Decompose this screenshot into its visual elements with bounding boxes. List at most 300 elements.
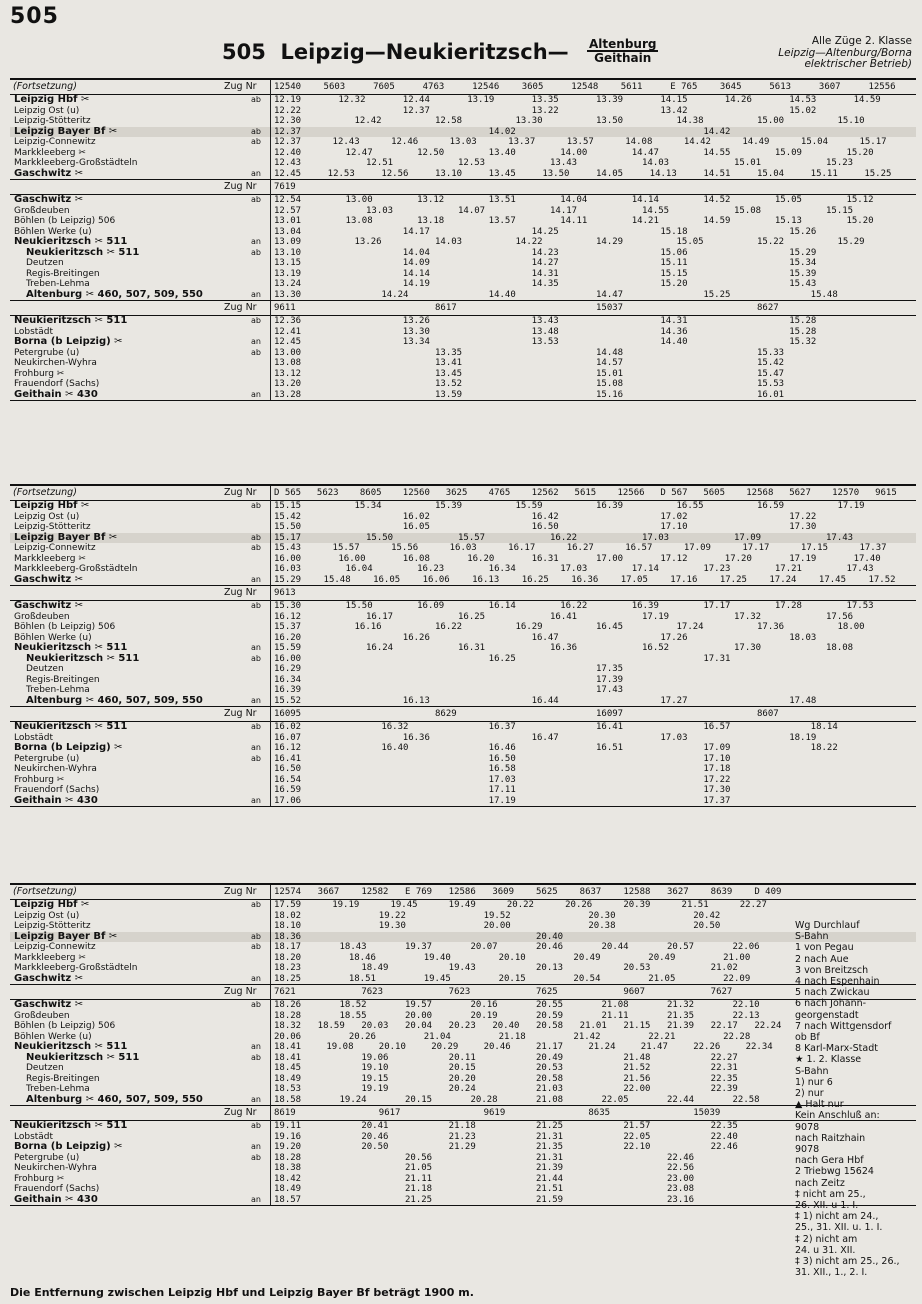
train-number: 5605	[703, 488, 726, 498]
departure-time: 14.38	[676, 116, 704, 126]
departure-time: 16.47	[531, 732, 559, 743]
departure-time: 20.40	[536, 931, 564, 942]
departure-time: 20.23	[448, 1021, 476, 1031]
section-header	[10, 1106, 916, 1121]
departure-time: 15.33	[757, 347, 785, 358]
departure-time: 17.20	[724, 553, 752, 564]
station-name: Neukieritzsch ✂ 511	[26, 1051, 140, 1063]
departure-time: 20.16	[470, 1000, 498, 1010]
departure-time: 20.55	[536, 1000, 564, 1010]
station-name: Treben-Lehma	[26, 1084, 90, 1094]
arr-dep-marker: ab	[251, 543, 261, 552]
section-header	[10, 985, 916, 1000]
legend-entry: 3 von Breitzsch	[795, 964, 869, 976]
station-name: Böhlen (b Leipzig) 506	[14, 1021, 116, 1031]
departure-time: 17.19	[642, 611, 670, 622]
departure-time: 18.26	[274, 1000, 302, 1010]
station-name: Leipzig-Stötteritz	[14, 522, 91, 532]
departure-time: 16.05	[402, 522, 430, 532]
departure-time: 16.29	[274, 664, 302, 674]
legend-entry: 5 nach Zwickau	[795, 987, 870, 999]
departure-time: 17.43	[846, 564, 874, 574]
departure-time: 14.21	[631, 216, 659, 226]
station-name: Neukirchen-Wyhra	[14, 358, 97, 368]
departure-time: 21.25	[405, 1194, 433, 1205]
departure-time: 14.59	[703, 216, 731, 226]
departure-time: 20.59	[536, 1010, 564, 1021]
station-name: Neukieritzsch ✂ 511	[14, 236, 128, 247]
departure-time: 21.39	[536, 1163, 564, 1173]
departure-time: 16.22	[560, 601, 588, 611]
departure-time: 22.58	[732, 1094, 760, 1105]
departure-time: 19.52	[483, 910, 511, 921]
section-rows	[10, 316, 916, 400]
departure-time: 17.09	[683, 543, 711, 553]
departure-time: 15.04	[800, 137, 828, 147]
departure-time: 21.32	[667, 1000, 695, 1010]
departure-time: 12.40	[274, 147, 302, 158]
departure-time: 14.02	[488, 126, 516, 137]
departure-time: 15.05	[774, 195, 802, 205]
departure-time: 21.08	[536, 1094, 564, 1105]
departure-time: 12.51	[366, 158, 394, 168]
departure-time: 18.42	[274, 1173, 302, 1184]
timetable-section	[10, 586, 916, 707]
table-number: 505	[222, 40, 266, 64]
departure-time: 20.50	[693, 921, 721, 931]
departure-time: 12.58	[435, 116, 463, 126]
departure-time: 19.37	[405, 942, 433, 952]
departure-time: 13.22	[531, 105, 559, 116]
train-number: D 565	[274, 488, 302, 498]
departure-time: 13.01	[274, 216, 302, 226]
departure-time: 20.49	[536, 1052, 564, 1063]
legend-entry: nach Gera Hbf	[795, 1155, 864, 1167]
station-name: Frohburg ✂	[14, 368, 65, 379]
departure-time: 13.45	[435, 368, 463, 379]
departure-time: 14.31	[660, 316, 688, 326]
departure-time: 16.22	[550, 532, 578, 543]
train-number: 3605	[521, 82, 544, 92]
departure-time: 19.08	[326, 1042, 354, 1052]
departure-time: 12.42	[354, 116, 382, 126]
train-number: 12570	[832, 488, 860, 498]
train-number: 16097	[596, 709, 624, 719]
station-name: Altenburg ✂ 460, 507, 509, 550	[26, 1093, 203, 1105]
departure-time: 13.08	[274, 358, 302, 368]
departure-time: 13.34	[402, 337, 430, 347]
departure-time: 21.31	[536, 1152, 564, 1163]
departure-time: 15.50	[274, 522, 302, 532]
train-number: 12566	[617, 488, 645, 498]
train-number: 7619	[274, 182, 296, 192]
legend-entry: 6 nach Johann-	[795, 998, 867, 1010]
legend-entry: 26. XII. u 1. I.	[795, 1200, 859, 1212]
departure-time: 15.11	[810, 168, 838, 179]
arr-dep-marker: an	[251, 795, 261, 805]
station-row	[10, 95, 916, 106]
legend-entry: 9078	[795, 1144, 820, 1156]
station-name: Leipzig Bayer Bf ✂	[14, 125, 118, 137]
departure-time: 16.54	[274, 774, 302, 785]
departure-time: 13.53	[531, 337, 559, 347]
station-row	[10, 533, 916, 544]
station-name: Gaschwitz ✂	[14, 167, 84, 179]
departure-time: 17.17	[742, 543, 770, 553]
departure-time: 17.11	[488, 785, 516, 795]
station-name: Frauendorf (Sachs)	[14, 1184, 100, 1194]
departure-time: 17.39	[596, 674, 624, 685]
legend-entry: ▲ Halt nur	[795, 1099, 844, 1111]
column-divider	[270, 486, 271, 585]
departure-time: 18.32	[274, 1021, 302, 1031]
train-number: 12568	[746, 488, 774, 498]
section-header	[10, 80, 916, 95]
departure-time: 20.10	[498, 952, 526, 963]
departure-time: 13.19	[274, 268, 302, 279]
departure-time: 13.50	[596, 116, 624, 126]
departure-time: 20.57	[667, 942, 695, 952]
departure-time: 17.31	[703, 653, 731, 664]
departure-time: 12.37	[274, 126, 302, 137]
departure-time: 17.22	[789, 511, 817, 522]
departure-time: 21.31	[536, 1131, 564, 1142]
departure-time: 12.32	[338, 95, 366, 105]
station-name: Borna (b Leipzig) ✂	[14, 742, 123, 753]
station-row	[10, 512, 916, 523]
station-name: Deutzen	[26, 258, 64, 268]
departure-time: 15.18	[660, 226, 688, 237]
departure-time: 22.39	[710, 1084, 738, 1094]
station-name: Großdeuben	[14, 205, 70, 216]
station-name: Böhlen (b Leipzig) 506	[14, 216, 116, 226]
departure-time: 22.31	[710, 1063, 738, 1073]
timetable-section	[10, 80, 916, 180]
departure-time: 15.05	[676, 237, 704, 247]
departure-time: 17.48	[789, 695, 817, 706]
departure-time: 16.03	[449, 543, 477, 553]
departure-time: 12.37	[274, 137, 302, 147]
station-row	[10, 269, 916, 280]
station-name: Neukieritzsch ✂ 511	[14, 1120, 128, 1131]
station-name: Leipzig Ost (u)	[14, 910, 80, 921]
arr-dep-marker: ab	[251, 1152, 261, 1162]
departure-time: 17.19	[789, 553, 817, 564]
departure-time: 13.50	[542, 168, 570, 179]
station-name: Petergrube (u)	[14, 1152, 80, 1163]
station-row	[10, 1032, 916, 1043]
departure-time: 16.07	[274, 732, 302, 743]
station-row	[10, 501, 916, 512]
branch-geithain: Geithain	[594, 51, 652, 65]
departure-time: 17.45	[818, 574, 847, 585]
departure-time: 20.49	[573, 952, 601, 963]
station-row	[10, 900, 916, 911]
station-row	[10, 227, 916, 238]
legend-entry: 31. XII., 1., 2. I.	[795, 1267, 868, 1279]
departure-time: 15.29	[789, 247, 817, 258]
departure-time: 18.00	[837, 622, 865, 632]
legend	[795, 920, 917, 1279]
legend-entry: ‡ 3) nicht am 25., 26.,	[795, 1256, 900, 1268]
departure-time: 14.15	[660, 95, 688, 105]
departure-time: 15.28	[789, 316, 817, 326]
departure-time: 20.00	[405, 1010, 433, 1021]
branch-altenburg: Altenburg	[589, 37, 657, 51]
station-row	[10, 953, 916, 964]
train-number: 4765	[488, 488, 511, 498]
timetable-section	[10, 985, 916, 1106]
departure-time: 20.54	[573, 973, 601, 984]
train-number: 7625	[536, 987, 558, 997]
departure-time: 21.35	[536, 1142, 564, 1152]
departure-time: 15.50	[345, 601, 373, 611]
departure-time: 15.59	[515, 501, 543, 511]
departure-time: 16.23	[417, 564, 445, 574]
departure-time: 16.29	[515, 622, 543, 632]
departure-time: 16.06	[422, 574, 450, 585]
departure-time: 21.00	[723, 952, 751, 963]
departure-time: 12.53	[327, 168, 355, 179]
departure-time: 22.00	[623, 1084, 651, 1094]
electric-note-2: elektrischer Betrieb)	[804, 58, 912, 70]
departure-time: 18.36	[274, 931, 302, 942]
departure-time: 17.00	[596, 553, 624, 564]
departure-time: 16.25	[458, 611, 486, 622]
column-divider	[270, 1106, 271, 1205]
station-name: Leipzig Bayer Bf ✂	[14, 930, 118, 942]
departure-time: 19.30	[378, 921, 406, 931]
departure-time: 20.46	[483, 1042, 511, 1052]
departure-time: 16.41	[274, 753, 302, 764]
legend-entry: georgenstadt	[795, 1009, 859, 1021]
departure-time: 15.17	[274, 532, 302, 543]
station-name: Neukieritzsch ✂ 511	[14, 315, 128, 326]
departure-time: 17.43	[826, 532, 854, 543]
legend-entry: 2 Triebwg 15624	[795, 1166, 874, 1178]
arr-dep-marker: an	[251, 1142, 261, 1151]
arr-dep-marker: ab	[251, 137, 261, 146]
departure-time: 15.17	[859, 137, 887, 147]
timetable-section	[10, 707, 916, 807]
train-number: 8637	[579, 887, 602, 897]
departure-time: 17.05	[620, 574, 648, 585]
departure-time: 16.00	[274, 653, 302, 664]
departure-time: 13.04	[274, 226, 302, 237]
departure-time: 21.51	[681, 900, 709, 910]
timetable-section	[10, 180, 916, 301]
departure-time: 14.08	[625, 137, 653, 147]
departure-time: 13.30	[274, 289, 302, 300]
station-name: Frauendorf (Sachs)	[14, 379, 100, 389]
departure-time: 16.03	[274, 564, 302, 574]
station-row	[10, 1163, 916, 1174]
departure-time: 21.15	[623, 1021, 651, 1031]
station-name: Neukieritzsch ✂ 511	[14, 642, 128, 653]
legend-entry: 7 nach Wittgensdorf	[795, 1020, 892, 1032]
departure-time: 16.46	[488, 743, 516, 753]
departure-time: 13.57	[488, 216, 516, 226]
station-name: Frohburg ✂	[14, 774, 65, 785]
train-number: 8617	[435, 303, 457, 313]
departure-time: 17.03	[642, 532, 670, 543]
departure-time: 17.24	[676, 622, 704, 632]
legend-entry: nach Raitzhain	[795, 1132, 866, 1144]
departure-time: 15.57	[458, 532, 486, 543]
station-row	[10, 206, 916, 217]
station-row	[10, 348, 916, 359]
departure-time: 13.48	[531, 326, 559, 337]
departure-time: 20.38	[588, 921, 616, 931]
departure-time: 22.21	[648, 1031, 676, 1042]
departure-time: 15.01	[596, 368, 624, 379]
departure-time: 15.52	[274, 695, 302, 706]
train-number: 3607	[818, 82, 841, 92]
departure-time: 15.43	[789, 279, 817, 289]
departure-time: 19.45	[390, 900, 418, 910]
train-number: 9611	[274, 303, 296, 313]
departure-time: 21.44	[536, 1173, 564, 1184]
departure-time: 16.36	[550, 643, 578, 653]
station-row	[10, 696, 916, 707]
departure-time: 20.10	[378, 1042, 406, 1052]
station-row	[10, 195, 916, 206]
departure-time: 14.26	[724, 95, 752, 105]
departure-time: 14.11	[560, 216, 588, 226]
departure-time: 18.19	[789, 732, 817, 743]
departure-time: 16.50	[531, 522, 559, 532]
station-row	[10, 1152, 916, 1167]
departure-time: 20.19	[470, 1010, 498, 1021]
station-row	[10, 733, 916, 744]
departure-time: 13.00	[274, 347, 302, 358]
departure-time: 15.01	[734, 158, 762, 168]
departure-time: 20.46	[361, 1131, 389, 1142]
station-row	[10, 290, 916, 301]
departure-time: 12.41	[274, 326, 302, 337]
departure-time: 13.42	[660, 105, 688, 116]
station-row	[10, 612, 916, 623]
departure-time: 18.22	[810, 743, 838, 753]
timetable-block	[10, 78, 916, 401]
departure-time: 22.44	[667, 1094, 695, 1105]
departure-time: 20.04	[405, 1021, 433, 1031]
departure-time: 17.17	[703, 601, 731, 611]
departure-time: 19.15	[361, 1073, 389, 1084]
arr-dep-marker: ab	[251, 753, 261, 763]
station-row	[10, 685, 916, 696]
departure-time: 12.46	[391, 137, 419, 147]
station-name: Leipzig-Stötteritz	[14, 116, 91, 126]
departure-time: 22.27	[710, 1052, 738, 1063]
departure-time: 20.07	[470, 942, 498, 952]
departure-time: 14.36	[660, 326, 688, 337]
train-number: 7605	[373, 82, 395, 92]
departure-time: 14.31	[531, 268, 559, 279]
station-name: Böhlen (b Leipzig) 506	[14, 622, 116, 632]
departure-time: 19.43	[448, 963, 476, 973]
departure-time: 20.30	[588, 910, 616, 921]
departure-time: 15.02	[789, 105, 817, 116]
departure-time: 14.19	[402, 279, 430, 289]
section-rows	[10, 601, 916, 706]
departure-time: 16.51	[596, 743, 624, 753]
departure-time: 17.59	[274, 900, 302, 910]
train-number: 3609	[492, 887, 515, 897]
station-name: Geithain ✂ 430	[14, 388, 98, 400]
departure-time: 14.52	[703, 195, 731, 205]
departure-time: 22.35	[710, 1073, 738, 1084]
train-number-label: Zug Nr	[224, 986, 257, 997]
departure-time: 18.43	[339, 942, 367, 952]
departure-time: 12.50	[417, 147, 445, 158]
departure-time: 14.27	[531, 258, 559, 268]
departure-time: 17.21	[774, 564, 802, 574]
departure-time: 16.05	[373, 574, 401, 585]
station-row	[10, 1074, 916, 1085]
station-row	[10, 764, 916, 775]
continuation-label: (Fortsetzung)	[13, 487, 77, 498]
departure-time: 22.56	[667, 1163, 695, 1173]
departure-time: 17.53	[846, 601, 874, 611]
legend-entry: S-Bahn	[795, 1065, 829, 1077]
station-row	[10, 785, 916, 796]
departure-time: 18.17	[274, 942, 302, 952]
departure-time: 14.13	[649, 168, 677, 179]
column-divider	[270, 80, 271, 179]
departure-time: 15.37	[274, 622, 302, 632]
footer-note: Die Entfernung zwischen Leipzig Hbf und Leipzig Bayer Bf beträgt 1900 m.	[10, 1286, 474, 1299]
departure-time: 20.44	[601, 942, 629, 952]
departure-time: 20.46	[536, 942, 564, 952]
legend-entry: ‡ 1) nicht am 24.,	[795, 1211, 879, 1223]
train-number: 5627	[789, 488, 811, 498]
departure-time: 12.43	[332, 137, 360, 147]
departure-time: 20.22	[506, 900, 534, 910]
departure-time: 17.03	[560, 564, 588, 574]
departure-time: 21.11	[405, 1173, 433, 1184]
station-name: Leipzig Ost (u)	[14, 105, 80, 116]
departure-time: 13.37	[508, 137, 536, 147]
departure-time: 18.14	[810, 722, 838, 732]
train-number: 16095	[274, 709, 302, 719]
departure-time: 16.22	[435, 622, 463, 632]
departure-time: 19.16	[274, 1131, 302, 1142]
arr-dep-marker: ab	[251, 1121, 261, 1130]
train-number: 12556	[868, 82, 896, 92]
departure-time: 15.25	[703, 289, 731, 300]
departure-time: 17.24	[769, 574, 797, 585]
station-row	[10, 932, 916, 943]
station-name: Neukieritzsch ✂ 511	[14, 721, 128, 732]
departure-time: 13.10	[274, 247, 302, 258]
station-name: Gaschwitz ✂	[14, 600, 84, 611]
departure-time: 12.30	[274, 116, 302, 126]
train-number: 3625	[445, 488, 468, 498]
departure-time: 12.37	[402, 105, 430, 116]
departure-time: 22.05	[623, 1131, 651, 1142]
departure-time: 16.42	[531, 511, 559, 522]
departure-time: 16.12	[274, 611, 302, 622]
legend-entry: 2 nach Aue	[795, 953, 849, 965]
departure-time: 16.31	[531, 553, 559, 564]
departure-time: 15.25	[864, 168, 892, 179]
section-header	[10, 707, 916, 722]
legend-entry: ★ 1. 2. Klasse	[795, 1054, 862, 1066]
departure-time: 14.42	[683, 137, 711, 147]
legend-entry: 9078	[795, 1121, 820, 1133]
arr-dep-marker: ab	[251, 601, 261, 610]
